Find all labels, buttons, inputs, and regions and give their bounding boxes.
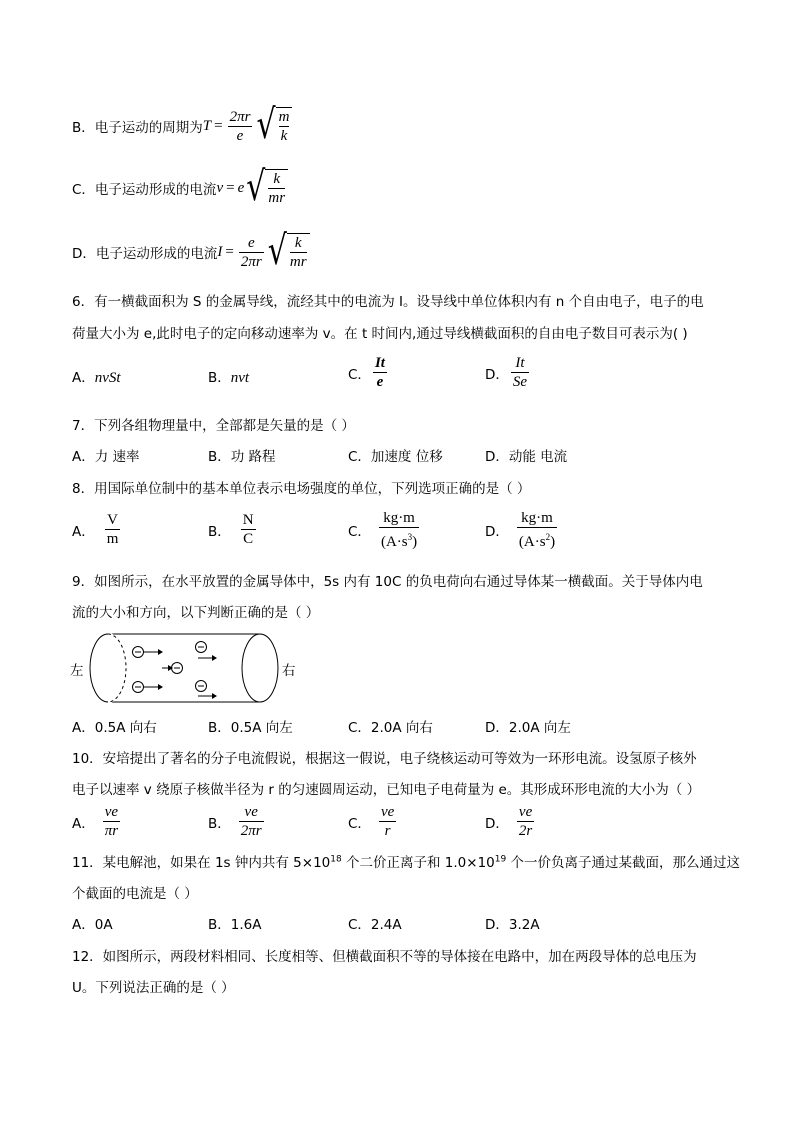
q11-stem-part2: 个二价正离子和 1.0×10: [341, 855, 495, 871]
q10-a-fraction: [103, 803, 120, 840]
q8-c-den-base: A·s: [385, 534, 408, 550]
q5-d-lhs: I: [217, 243, 223, 260]
q5-c-rden: mr: [268, 190, 286, 206]
q5-b-lhs: T: [202, 117, 212, 134]
q10-d-den: 2r: [518, 823, 533, 839]
q6-d-label: D．: [485, 366, 509, 383]
q5-d-rnum: k: [294, 235, 302, 251]
q8-a-den: m: [106, 531, 119, 547]
q5-option-c[interactable]: [72, 163, 288, 211]
q6-stem-line2: 荷量大小为 e,此时电子的定向移动速率为 v。在 t 时间内,通过导线横截面积的自由电子数目可表示为( ): [72, 326, 688, 342]
q5-b-sqrt: √ m k: [256, 107, 292, 145]
q8-c-fraction: [379, 509, 419, 551]
q5-option-d[interactable]: [72, 227, 310, 275]
q8-a-num: V: [107, 512, 118, 528]
q6-c-den: e: [376, 374, 384, 390]
q9-option-b[interactable]: B．0.5A 向左: [208, 720, 293, 736]
q8-b-den: C: [243, 531, 254, 547]
electron-2: [196, 642, 218, 662]
q8-d-label: D．: [485, 524, 509, 540]
q7-option-b[interactable]: B．功 路程: [208, 449, 276, 465]
q6-d-fraction: [511, 354, 529, 391]
q6-option-a[interactable]: [72, 366, 121, 387]
q8-c-num: kg·m: [383, 510, 415, 526]
q8-d-num: kg·m: [521, 510, 553, 526]
q9-figure-left-label: 左: [70, 663, 84, 679]
q10-a-den: πr: [104, 823, 119, 839]
q6-d-num: It: [515, 355, 525, 371]
q5-d-eq: =: [225, 243, 234, 260]
q5-b-prefix: B．电子运动的周期为: [72, 120, 203, 136]
q8-b-num: N: [242, 512, 254, 528]
q8-option-c[interactable]: [348, 509, 421, 551]
electron-5: [196, 681, 218, 700]
q6-option-c[interactable]: [348, 354, 389, 391]
q9-stem-line2: 流的大小和方向，以下判断正确的是（ ）: [72, 605, 320, 621]
q10-stem-line1: 10．安培提出了著名的分子电流假说，根据这一假说，电子绕核运动可等效为一环形电流。设氢原子核外: [72, 751, 697, 767]
q10-d-num: ve: [518, 804, 533, 820]
q8-a-label: A．: [72, 523, 95, 540]
q6-c-fraction: [373, 354, 387, 391]
q10-option-d[interactable]: [485, 803, 536, 840]
q5-d-prefix: D．电子运动形成的电流: [72, 246, 218, 262]
q7-option-d[interactable]: D．动能 电流: [485, 449, 568, 465]
q6-a-value: nvSt: [94, 370, 121, 386]
q8-option-d[interactable]: [485, 509, 559, 551]
q5-d-den: 2πr: [240, 253, 262, 270]
q7-option-a[interactable]: A．力 速率: [72, 449, 140, 465]
q10-option-a[interactable]: [72, 803, 122, 840]
q8-c-label: C．: [348, 524, 371, 540]
q5-d-rden: mr: [289, 254, 307, 270]
q10-a-label: A．: [72, 815, 95, 832]
q6-b-value: nvt: [230, 370, 250, 386]
q10-b-label: B．: [208, 815, 231, 832]
q8-b-label: B．: [208, 523, 231, 540]
q10-c-num: ve: [380, 804, 395, 820]
q9-option-c[interactable]: C．2.0A 向右: [348, 720, 433, 736]
q5-c-sqrt: √ k mr: [246, 169, 288, 207]
q9-stem-line1: 9．如图所示，在水平放置的金属导体中，5s 内有 10C 的负电荷向右通过导体某一横截面。关于导体内电: [72, 574, 703, 590]
q8-c-den-exp: 3: [407, 532, 413, 542]
q8-d-den-exp: 2: [545, 532, 551, 542]
q11-stem-line1: [72, 851, 740, 871]
q5-b-rnum: m: [278, 109, 290, 125]
q5-c-rnum: k: [273, 171, 281, 187]
conductor-cylinder-diagram: [70, 630, 310, 706]
q10-option-c[interactable]: [348, 803, 398, 840]
q8-option-b[interactable]: [208, 511, 258, 548]
q5-c-eq: =: [226, 179, 235, 196]
q8-a-fraction: [105, 511, 121, 548]
q11-stem-part3: 个一价负离子通过某截面，那么通过这: [506, 855, 741, 871]
q10-b-den: 2πr: [240, 823, 262, 839]
q6-option-b[interactable]: [208, 366, 249, 387]
q6-c-num: It: [374, 355, 385, 371]
q6-stem-line1: 6．有一横截面积为 S 的金属导线，流经其中的电流为 I。设导线中单位体积内有 n 个自由电子，电子的电: [72, 294, 704, 310]
q10-c-label: C．: [348, 815, 371, 832]
q11-option-b[interactable]: B．1.6A: [208, 917, 262, 933]
q11-stem-line2: 个截面的电流是（ ）: [72, 886, 198, 902]
q9-figure: [70, 630, 310, 706]
q5-b-eq: =: [214, 117, 223, 134]
q10-stem-line2: 电子以速率 v 绕原子核做半径为 r 的匀速圆周运动，已知电子电荷量为 e。其形成环形电流的大小为（ ）: [72, 782, 701, 798]
q9-option-a[interactable]: A．0.5A 向右: [72, 720, 157, 736]
q5-d-fraction: [239, 234, 264, 271]
q11-exp1: 18: [330, 854, 342, 865]
q5-c-prefix: C．电子运动形成的电流: [72, 182, 217, 198]
q8-d-den: $(A\cdot s^2)$: [518, 532, 556, 550]
q12-stem-line1: 12．如图所示，两段材料相同、长度相等、但横截面积不等的导体接在电路中，加在两段导体的总电压为: [72, 949, 697, 965]
q10-a-num: ve: [104, 804, 119, 820]
q6-d-den: Se: [512, 374, 528, 390]
q6-option-d[interactable]: [485, 354, 531, 391]
q8-stem: 8．用国际单位制中的基本单位表示电场强度的单位，下列选项正确的是（ ）: [72, 481, 531, 497]
q10-option-b[interactable]: [208, 803, 266, 840]
q8-c-den: $(A\cdot s^3)$: [380, 532, 418, 550]
q5-b-den: e: [236, 127, 244, 144]
q11-stem-part1: 11．某电解池，如果在 1s 钟内共有 5×10: [72, 855, 331, 871]
q8-option-a[interactable]: [72, 511, 122, 548]
q12-stem-line2: U。下列说法正确的是（ ）: [72, 980, 235, 996]
q10-c-den: r: [384, 823, 391, 839]
q5-option-b[interactable]: [72, 101, 292, 149]
q5-b-fraction: [228, 108, 253, 145]
q5-c-lhs: v: [216, 179, 224, 196]
q5-b-rden: k: [280, 128, 288, 144]
q6-a-label: A．: [72, 370, 95, 386]
q8-b-fraction: [241, 511, 256, 548]
q8-d-den-base: A·s: [523, 534, 546, 550]
electron-4: [133, 682, 164, 693]
q7-option-c[interactable]: C．加速度 位移: [348, 449, 443, 465]
q10-b-fraction: [239, 803, 264, 840]
q5-b-num: 2πr: [229, 108, 251, 125]
q10-d-label: D．: [485, 815, 509, 832]
q9-option-d[interactable]: D．2.0A 向左: [485, 720, 571, 736]
q5-d-num: e: [247, 234, 255, 251]
q10-b-num: ve: [244, 804, 258, 820]
q10-c-fraction: [379, 803, 396, 840]
q6-b-label: B．: [208, 370, 231, 386]
q11-option-d[interactable]: D．3.2A: [485, 917, 540, 933]
q10-d-fraction: [517, 803, 534, 840]
electron-3: [162, 663, 183, 674]
q8-d-fraction: [517, 509, 557, 551]
q11-option-c[interactable]: C．2.4A: [348, 917, 402, 933]
q11-option-a[interactable]: A．0A: [72, 917, 113, 933]
q11-exp2: 19: [494, 854, 507, 865]
q5-c-coef: e: [237, 179, 245, 196]
electron-1: [133, 647, 164, 658]
q6-c-label: C．: [348, 366, 371, 383]
q7-stem: 7．下列各组物理量中，全部都是矢量的是（ ）: [72, 418, 355, 434]
q9-figure-right-label: 右: [282, 663, 296, 679]
q5-d-sqrt: √ k mr: [268, 233, 310, 271]
